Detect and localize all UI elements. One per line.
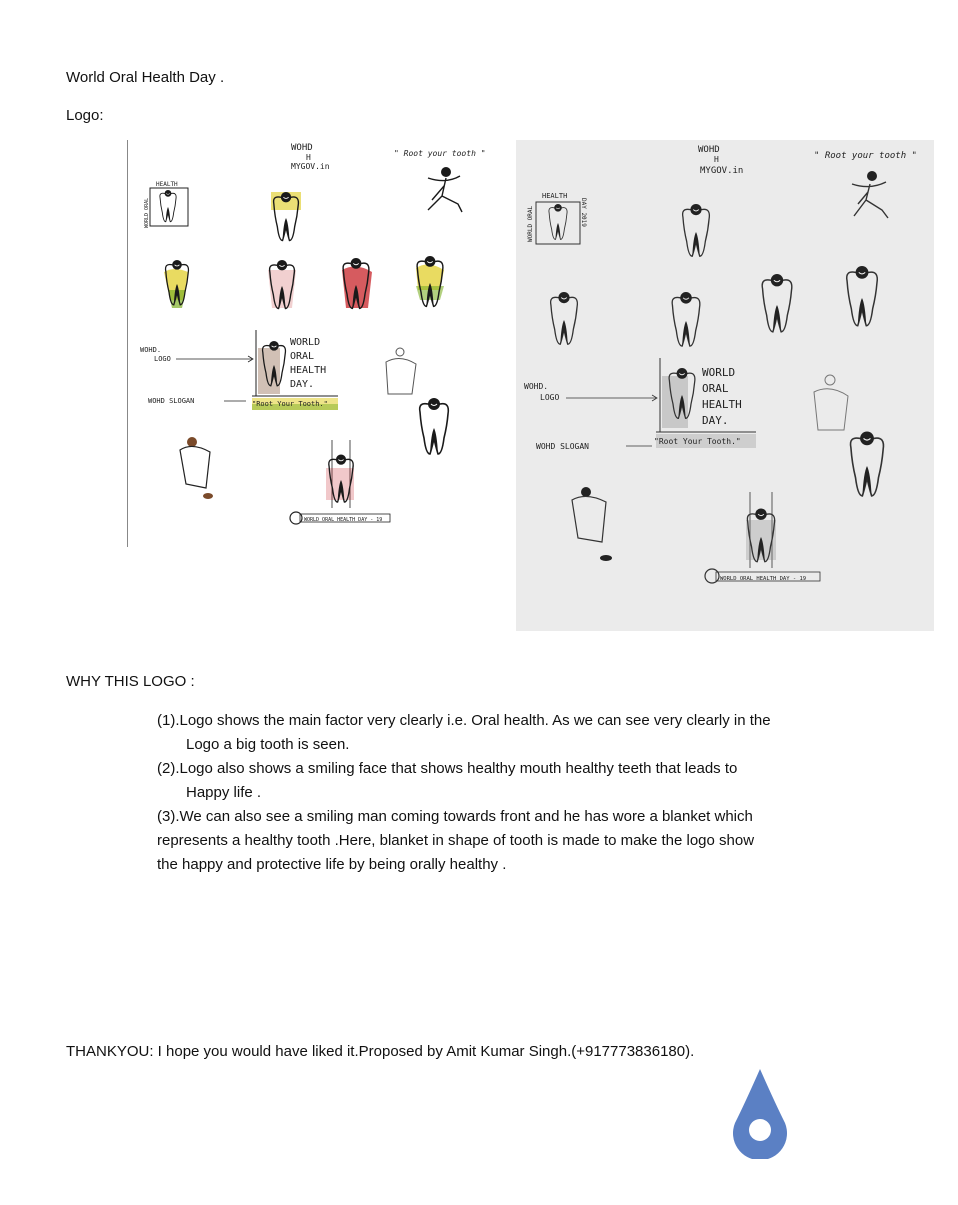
thanks-line: THANKYOU: I hope you would have liked it.Proposed by Amit Kumar Singh.(+917773836180). bbox=[66, 1043, 695, 1060]
svg-text:WORLD ORAL HEALTH DAY - 19: WORLD ORAL HEALTH DAY - 19 bbox=[720, 576, 807, 582]
wohd-text: WOHD bbox=[291, 143, 313, 153]
svg-text:WOHD SLOGAN: WOHD SLOGAN bbox=[148, 397, 195, 405]
svg-text:"Root Your Tooth.": "Root Your Tooth." bbox=[252, 400, 328, 408]
why-heading: WHY THIS LOGO : bbox=[66, 673, 195, 690]
svg-text:"Root Your Tooth.": "Root Your Tooth." bbox=[654, 437, 741, 446]
svg-text:ORAL: ORAL bbox=[290, 351, 315, 362]
stamp-health-text: HEALTH bbox=[156, 181, 178, 188]
svg-text:HEALTH: HEALTH bbox=[542, 192, 568, 200]
water-drop-icon bbox=[731, 1067, 789, 1159]
reason-1-line-2: Logo a big tooth is seen. bbox=[186, 736, 350, 753]
svg-text:HEALTH: HEALTH bbox=[290, 365, 327, 376]
svg-text:DAY 2019: DAY 2019 bbox=[580, 198, 587, 227]
svg-text:WOHD SLOGAN: WOHD SLOGAN bbox=[536, 442, 589, 451]
svg-text:DAY.: DAY. bbox=[702, 414, 729, 427]
reason-2-line-1: (2).Logo also shows a smiling face that shows healthy mouth healthy teeth that leads to bbox=[157, 760, 738, 777]
svg-text:HEALTH: HEALTH bbox=[702, 398, 742, 411]
document-title: World Oral Health Day . bbox=[66, 69, 225, 86]
svg-text:WORLD ORAL: WORLD ORAL bbox=[527, 205, 534, 242]
reasons-list bbox=[157, 709, 857, 877]
logo-sketch-color bbox=[127, 140, 506, 547]
svg-text:WORLD ORAL HEALTH DAY - 19: WORLD ORAL HEALTH DAY - 19 bbox=[304, 517, 383, 523]
logo-label: Logo: bbox=[66, 107, 104, 124]
svg-text:WOHD.: WOHD. bbox=[140, 346, 162, 354]
svg-text:ORAL: ORAL bbox=[702, 382, 729, 395]
svg-text:LOGO: LOGO bbox=[154, 355, 171, 363]
svg-text:DAY.: DAY. bbox=[290, 379, 315, 390]
world-text: WORLD bbox=[290, 337, 321, 348]
svg-text:LOGO: LOGO bbox=[540, 393, 560, 402]
svg-text:H: H bbox=[714, 155, 719, 164]
reason-3-line-2: represents a healthy tooth .Here, blanket in shape of tooth is made to make the logo show bbox=[157, 832, 755, 849]
logo-sketch-pencil bbox=[516, 140, 934, 631]
reason-1-line-1: (1).Logo shows the main factor very clearly i.e. Oral health. As we can see very clearly in the bbox=[157, 712, 771, 729]
svg-text:WORLD: WORLD bbox=[702, 366, 736, 379]
svg-text:" Root your tooth ": " Root your tooth " bbox=[814, 151, 917, 161]
svg-text:MYGOV.in: MYGOV.in bbox=[700, 166, 744, 176]
svg-text:WOHD: WOHD bbox=[698, 145, 720, 155]
mygov-text: MYGOV.in bbox=[291, 162, 330, 171]
reason-3-line-3: the happy and protective life by being orally healthy . bbox=[157, 856, 507, 873]
svg-text:H: H bbox=[306, 153, 311, 162]
slogan-text: " Root your tooth " bbox=[394, 149, 486, 158]
reason-3-line-1: (3).We can also see a smiling man coming towards front and he has wore a blanket which bbox=[157, 808, 753, 825]
svg-text:WOHD.: WOHD. bbox=[524, 382, 549, 391]
stamp-world-oral-text: WORLD ORAL bbox=[144, 197, 150, 228]
reason-2-line-2: Happy life . bbox=[186, 784, 262, 801]
